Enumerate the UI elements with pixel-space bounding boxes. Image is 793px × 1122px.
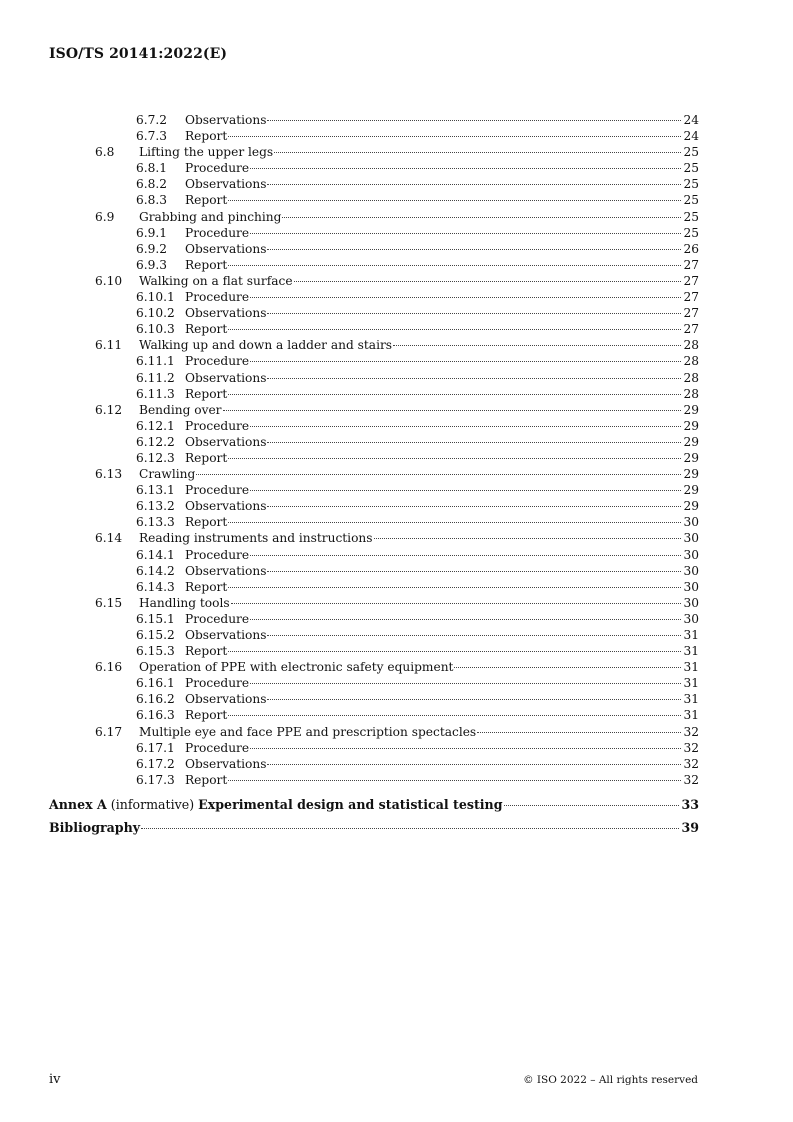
toc-entry[interactable] [49,450,699,466]
toc-entry[interactable] [49,547,699,563]
toc-entry[interactable] [49,112,699,128]
toc-entry-number: 6.12.1 [136,418,175,433]
table-of-contents [49,112,699,840]
toc-entry-page-number: 28 [683,370,699,385]
toc-entry[interactable] [49,724,699,740]
toc-entry-page-number: 30 [683,515,699,530]
toc-entry-title: Report [185,322,228,337]
dot-leader [228,587,681,588]
toc-entry-page-number: 29 [683,434,699,449]
toc-entry-title: Procedure [185,740,250,755]
toc-entry[interactable] [49,337,699,353]
dot-leader [374,538,682,539]
toc-entry[interactable] [49,595,699,611]
dot-leader [267,699,681,700]
toc-entry[interactable] [49,353,699,369]
toc-entry[interactable] [49,482,699,498]
toc-entry[interactable] [49,466,699,482]
toc-entries [49,112,699,788]
toc-entry[interactable] [49,305,699,321]
toc-entry[interactable] [49,434,699,450]
dot-leader [267,313,681,314]
toc-entry-number: 6.9.1 [136,225,168,240]
toc-entry-number: 6.8.1 [136,161,168,176]
dot-leader [250,297,681,298]
toc-entry-number: 6.8.3 [136,193,168,208]
annex-qualifier: (informative) [110,796,195,812]
toc-entry[interactable] [49,160,699,176]
toc-entry-page-number: 31 [683,708,699,723]
toc-entry-title: Grabbing and pinching [139,209,282,224]
toc-entry-number: 6.13.3 [136,515,175,530]
dot-leader [267,120,681,121]
toc-entry-page-number: 31 [683,644,699,659]
toc-entry[interactable] [49,128,699,144]
toc-entry[interactable] [49,418,699,434]
toc-entry[interactable] [49,209,699,225]
toc-entry-title: Report [185,708,228,723]
toc-entry[interactable] [49,627,699,643]
toc-entry-number: 6.12.3 [136,450,175,465]
toc-entry-page-number: 25 [683,177,699,192]
toc-entry[interactable] [49,756,699,772]
dot-leader [141,828,679,829]
dot-leader [504,805,680,806]
toc-entry[interactable] [49,563,699,579]
dot-leader [231,603,682,604]
annex-heading [49,794,503,816]
toc-entry-page-number: 32 [683,772,699,787]
toc-entry-title: Bending over [139,402,222,417]
toc-entry-title: Observations [185,628,267,642]
toc-entry-number: 6.12.2 [136,434,175,449]
toc-entry-annex-a[interactable] [49,794,699,816]
toc-entry[interactable] [49,611,699,627]
page-number-footer: iv [49,1072,61,1087]
toc-entry-number: 6.11.2 [136,370,175,385]
dot-leader [274,152,681,153]
toc-entry-title: Procedure [185,161,250,176]
toc-entry-bibliography[interactable] [49,816,699,840]
toc-entry-title: Observations [185,434,267,449]
toc-entry-number: 6.13.2 [136,499,175,514]
dot-leader [454,667,681,668]
toc-entry[interactable] [49,241,699,257]
toc-entry[interactable] [49,289,699,305]
toc-entry-title: Procedure [185,290,250,305]
toc-entry-title: Observations [185,370,267,385]
dot-leader [267,249,681,250]
toc-entry[interactable] [49,386,699,402]
toc-entry-title: Observations [185,756,267,771]
dot-leader [267,378,681,379]
toc-entry-title: Report [185,772,228,787]
dot-leader [228,522,681,523]
toc-entry[interactable] [49,643,699,659]
toc-entry-number: 6.9 [95,209,115,224]
dot-leader [228,136,681,137]
toc-entry-page-number: 29 [683,450,699,465]
toc-entry-page-number: 31 [683,676,699,691]
toc-entry[interactable] [49,691,699,707]
toc-entry-number: 6.10.1 [136,290,175,305]
dot-leader [393,345,681,346]
dot-leader [228,394,681,395]
dot-leader [250,490,681,491]
toc-entry[interactable] [49,176,699,192]
toc-entry-page-number: 25 [683,209,699,224]
dot-leader [250,361,681,362]
toc-entry-page-number: 32 [683,724,699,739]
toc-entry-title: Procedure [185,611,250,626]
toc-entry-page-number: 32 [683,740,699,755]
dot-leader [267,184,681,185]
toc-entry-title: Report [185,386,228,401]
dot-leader [250,683,681,684]
toc-entry-page-number: 25 [683,145,699,160]
toc-entry-title: Procedure [185,483,250,498]
dot-leader [228,329,681,330]
toc-entry-page-number: 25 [683,193,699,208]
toc-entry-title: Report [185,257,228,272]
toc-entry-number: 6.11 [95,338,123,353]
toc-entry-number: 6.8 [95,145,115,160]
toc-entry-page-number: 29 [683,402,699,417]
toc-entry-number: 6.14.3 [136,579,175,594]
toc-entry-page-number: 28 [683,354,699,369]
toc-entry[interactable] [49,321,699,337]
toc-entry-number: 6.14.1 [136,547,175,562]
dot-leader [282,217,681,218]
toc-entry-title: Crawling [139,467,196,482]
toc-entry-page-number: 32 [683,756,699,771]
toc-entry-page-number: 31 [683,692,699,707]
toc-entry-title: Report [185,129,228,144]
document-id-header: ISO/TS 20141:2022(E) [49,46,228,62]
dot-leader [228,265,681,266]
toc-entry[interactable] [49,225,699,241]
toc-entry-title: Observations [185,563,267,578]
annex-title: Experimental design and statistical testing [198,796,503,812]
toc-entry-title: Report [185,193,228,208]
toc-entry-number: 6.12 [95,402,123,417]
toc-entry-number: 6.9.3 [136,257,168,272]
toc-entry-page-number: 30 [683,595,699,610]
dot-leader [250,748,681,749]
toc-entry-page-number: 30 [683,563,699,578]
toc-entry[interactable] [49,514,699,530]
dot-leader [477,732,681,733]
toc-entry-page-number: 24 [683,129,699,144]
dot-leader [223,410,682,411]
toc-entry-page-number: 27 [683,306,699,321]
toc-entry-page-number: 31 [683,628,699,642]
toc-entry[interactable] [49,675,699,691]
toc-entry-title: Reading instruments and instructions [139,531,373,546]
toc-entry-title: Procedure [185,225,250,240]
toc-entry-title: Operation of PPE with electronic safety equipment [139,660,454,675]
toc-entry-page-number: 30 [683,611,699,626]
bibliography-title: Bibliography [49,819,141,835]
dot-leader [267,506,681,507]
dot-leader [267,571,681,572]
toc-entry-page-number: 27 [683,273,699,288]
toc-entry-page-number: 29 [683,467,699,482]
dot-leader [250,168,681,169]
dot-leader [196,474,681,475]
toc-entry-page-number: 26 [683,241,699,256]
toc-entry[interactable] [49,273,699,289]
toc-entry-number: 6.14 [95,531,123,546]
toc-entry-page-number: 28 [683,386,699,401]
toc-entry-page-number: 25 [683,161,699,176]
toc-entry-title: Observations [185,113,267,127]
toc-entry-page-number: 27 [683,290,699,305]
toc-entry[interactable] [49,402,699,418]
bibliography-page-number: 39 [681,819,699,835]
dot-leader [228,715,681,716]
toc-entry[interactable] [49,530,699,546]
dot-leader [228,458,681,459]
toc-entry-page-number: 27 [683,257,699,272]
toc-entry-page-number: 30 [683,531,699,546]
toc-entry-number: 6.16.1 [136,676,175,691]
toc-entry-number: 6.17.3 [136,772,175,787]
annex-page-number: 33 [681,796,699,812]
toc-entry-number: 6.7.3 [136,129,168,144]
toc-entry-page-number: 24 [683,113,699,127]
toc-entry-number: 6.15 [95,595,123,610]
dot-leader [228,200,681,201]
toc-entry-title: Report [185,450,228,465]
toc-entry-number: 6.13.1 [136,483,175,498]
toc-entry-number: 6.15.3 [136,644,175,659]
toc-entry-number: 6.14.2 [136,563,175,578]
toc-entry-title: Observations [185,692,267,707]
dot-leader [228,651,681,652]
toc-entry-page-number: 29 [683,483,699,498]
toc-entry[interactable] [49,740,699,756]
toc-entry-number: 6.16.3 [136,708,175,723]
toc-entry-page-number: 25 [683,225,699,240]
toc-entry-page-number: 27 [683,322,699,337]
toc-entry-number: 6.16.2 [136,692,175,707]
toc-entry[interactable] [49,144,699,160]
toc-entry-number: 6.11.1 [136,354,175,369]
dot-leader [250,555,681,556]
toc-entry-number: 6.10.2 [136,306,175,321]
toc-entry-title: Procedure [185,676,250,691]
toc-entry-page-number: 31 [683,660,699,675]
toc-entry-title: Handling tools [139,595,230,610]
toc-entry-number: 6.7.2 [136,113,168,127]
dot-leader [250,619,681,620]
toc-entry-number: 6.13 [95,467,123,482]
toc-entry-page-number: 30 [683,579,699,594]
toc-entry-number: 6.10.3 [136,322,175,337]
dot-leader [267,635,681,636]
annex-label: Annex A [49,796,107,812]
dot-leader [250,233,681,234]
toc-entry-title: Multiple eye and face PPE and prescription spectacles [139,724,477,739]
toc-entry[interactable] [49,257,699,273]
toc-entry[interactable] [49,192,699,208]
dot-leader [294,281,682,282]
dot-leader [228,780,681,781]
toc-entry[interactable] [49,772,699,788]
toc-entry-title: Walking on a flat surface [139,273,293,288]
dot-leader [250,426,681,427]
toc-entry-title: Observations [185,499,267,514]
toc-entry[interactable] [49,370,699,386]
toc-entry-number: 6.17.2 [136,756,175,771]
toc-entry-number: 6.16 [95,660,123,675]
toc-entry-title: Procedure [185,547,250,562]
toc-entry-title: Procedure [185,354,250,369]
toc-entry-title: Observations [185,177,267,192]
toc-entry-title: Procedure [185,418,250,433]
dot-leader [267,442,681,443]
toc-entry-title: Observations [185,241,267,256]
copyright-footer: © ISO 2022 – All rights reserved [523,1074,698,1086]
toc-entry[interactable] [49,579,699,595]
toc-entry-number: 6.10 [95,273,123,288]
toc-entry-number: 6.9.2 [136,241,168,256]
toc-entry-page-number: 29 [683,418,699,433]
toc-entry-title: Report [185,644,228,659]
toc-entry-number: 6.15.2 [136,628,175,642]
toc-entry-page-number: 29 [683,499,699,514]
toc-entry[interactable] [49,659,699,675]
toc-entry-number: 6.17.1 [136,740,175,755]
toc-entry[interactable] [49,498,699,514]
toc-entry[interactable] [49,707,699,723]
toc-entry-title: Report [185,579,228,594]
dot-leader [267,764,681,765]
toc-entry-title: Walking up and down a ladder and stairs [139,338,393,353]
toc-entry-page-number: 30 [683,547,699,562]
toc-entry-title: Report [185,515,228,530]
toc-entry-title: Lifting the upper legs [139,145,274,160]
toc-entry-page-number: 28 [683,338,699,353]
toc-entry-number: 6.8.2 [136,177,168,192]
toc-entry-number: 6.15.1 [136,611,175,626]
toc-entry-number: 6.11.3 [136,386,175,401]
toc-entry-number: 6.17 [95,724,123,739]
toc-entry-title: Observations [185,306,267,321]
